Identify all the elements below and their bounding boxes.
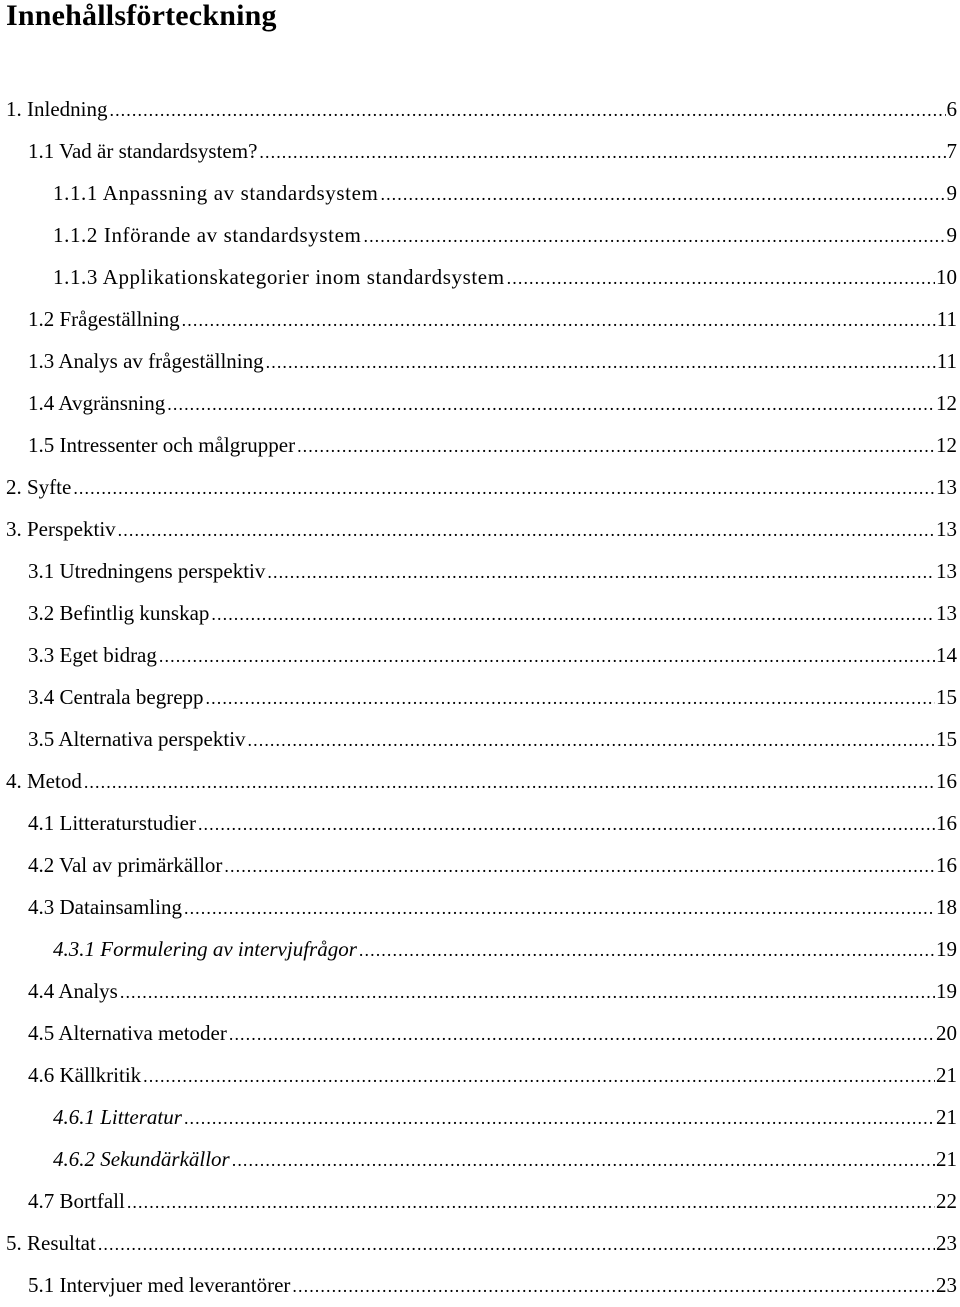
toc-dot-leader bbox=[259, 131, 945, 173]
toc-entry[interactable] bbox=[0, 88, 960, 130]
toc-dot-leader bbox=[184, 1097, 935, 1139]
toc-entry-label: 1.4 Avgränsning bbox=[28, 391, 166, 415]
toc-page-number: 14 bbox=[936, 643, 957, 667]
toc-entry[interactable] bbox=[0, 592, 960, 634]
toc-dot-leader bbox=[184, 887, 935, 929]
toc-entry[interactable] bbox=[0, 886, 960, 928]
toc-entry-label: 4.4 Analys bbox=[28, 979, 118, 1003]
toc-dot-leader bbox=[182, 299, 936, 341]
toc-dot-leader bbox=[507, 257, 935, 299]
toc-page-number: 21 bbox=[936, 1063, 957, 1087]
toc-page-number: 13 bbox=[936, 559, 957, 583]
toc-page-number: 11 bbox=[936, 349, 957, 373]
toc-dot-leader bbox=[118, 509, 935, 551]
toc-dot-leader bbox=[359, 929, 935, 971]
toc-entry[interactable] bbox=[0, 802, 960, 844]
toc-dot-leader bbox=[167, 383, 935, 425]
toc-entry[interactable] bbox=[0, 1012, 960, 1054]
toc-entry[interactable] bbox=[0, 1180, 960, 1222]
toc-page-number: 9 bbox=[946, 181, 957, 205]
toc-entry[interactable] bbox=[0, 970, 960, 1012]
toc-entry-label: 2. Syfte bbox=[6, 475, 72, 499]
toc-entry[interactable] bbox=[0, 550, 960, 592]
toc-entry-label: 1.1.1 Anpassning av standardsystem bbox=[53, 181, 379, 205]
toc-dot-leader bbox=[159, 635, 935, 677]
toc-title: Innehållsförteckning bbox=[6, 0, 277, 32]
toc-page-number: 19 bbox=[936, 979, 957, 1003]
toc-entry[interactable] bbox=[0, 634, 960, 676]
toc-entry-label: 3.1 Utredningens perspektiv bbox=[28, 559, 266, 583]
toc-dot-leader bbox=[109, 89, 945, 131]
toc-entry[interactable] bbox=[0, 130, 960, 172]
toc-dot-leader bbox=[229, 1013, 935, 1055]
toc-dot-leader bbox=[120, 971, 935, 1013]
toc-entry-label: 3.4 Centrala begrepp bbox=[28, 685, 204, 709]
toc-dot-leader bbox=[266, 341, 936, 383]
toc-page-number: 19 bbox=[936, 937, 957, 961]
toc-entry-label: 1.1 Vad är standardsystem? bbox=[28, 139, 258, 163]
toc-entry-label: 1. Inledning bbox=[6, 97, 108, 121]
toc-entry-label: 3.2 Befintlig kunskap bbox=[28, 601, 210, 625]
toc-entry[interactable] bbox=[0, 424, 960, 466]
toc-page-number: 21 bbox=[936, 1105, 957, 1129]
toc-page-number: 13 bbox=[936, 601, 957, 625]
toc-entry-label: 1.2 Frågeställning bbox=[28, 307, 180, 331]
toc-entry-label: 4.7 Bortfall bbox=[28, 1189, 125, 1213]
toc-entry[interactable] bbox=[0, 760, 960, 802]
toc-dot-leader bbox=[206, 677, 935, 719]
toc-dot-leader bbox=[297, 425, 935, 467]
toc-dot-leader bbox=[73, 467, 935, 509]
toc-entry-label: 1.1.2 Införande av standardsystem bbox=[53, 223, 362, 247]
toc-entry[interactable] bbox=[0, 382, 960, 424]
toc-entry[interactable] bbox=[0, 172, 960, 214]
toc-dot-leader bbox=[211, 593, 935, 635]
toc-page-number: 18 bbox=[936, 895, 957, 919]
toc-entry-label: 5. Resultat bbox=[6, 1231, 96, 1255]
toc-entry-label: 4. Metod bbox=[6, 769, 82, 793]
toc-entry[interactable] bbox=[0, 1222, 960, 1264]
toc-dot-leader bbox=[84, 761, 935, 803]
toc-entry[interactable] bbox=[0, 1138, 960, 1180]
toc-page-number: 15 bbox=[936, 685, 957, 709]
toc-page-number: 13 bbox=[936, 475, 957, 499]
toc-entry-label: 5.1 Intervjuer med leverantörer bbox=[28, 1273, 291, 1297]
toc-entry-label: 4.3 Datainsamling bbox=[28, 895, 182, 919]
toc-entry[interactable] bbox=[0, 1096, 960, 1138]
toc-dot-leader bbox=[224, 845, 935, 887]
toc-page-number: 12 bbox=[936, 391, 957, 415]
toc-page-number: 21 bbox=[936, 1147, 957, 1171]
toc-entry[interactable] bbox=[0, 466, 960, 508]
toc-entry-label: 4.6.2 Sekundärkällor bbox=[53, 1147, 230, 1171]
toc-dot-leader bbox=[143, 1055, 935, 1097]
toc-page-number: 15 bbox=[936, 727, 957, 751]
toc-entry[interactable] bbox=[0, 340, 960, 382]
toc-page-number: 7 bbox=[946, 139, 957, 163]
toc-dot-leader bbox=[380, 173, 945, 215]
toc-entry-label: 3.5 Alternativa perspektiv bbox=[28, 727, 246, 751]
toc-entry-label: 4.3.1 Formulering av intervjufrågor bbox=[53, 937, 357, 961]
toc-dot-leader bbox=[98, 1223, 935, 1265]
toc-page-number: 10 bbox=[936, 265, 957, 289]
toc-entry-label: 1.5 Intressenter och målgrupper bbox=[28, 433, 296, 457]
toc-page-number: 23 bbox=[936, 1231, 957, 1255]
toc-entry-label: 1.1.3 Applikationskategorier inom standardsystem bbox=[53, 265, 505, 289]
toc-dot-leader bbox=[232, 1139, 935, 1181]
toc-entry-label: 3. Perspektiv bbox=[6, 517, 116, 541]
toc-entry[interactable] bbox=[0, 844, 960, 886]
toc-dot-leader bbox=[292, 1265, 935, 1307]
toc-entry-label: 4.6 Källkritik bbox=[28, 1063, 142, 1087]
toc-entry[interactable] bbox=[0, 508, 960, 550]
toc-entry-label: 4.2 Val av primärkällor bbox=[28, 853, 223, 877]
toc-page-number: 13 bbox=[936, 517, 957, 541]
toc-dot-leader bbox=[127, 1181, 935, 1223]
toc-page-number: 22 bbox=[936, 1189, 957, 1213]
toc-page-number: 12 bbox=[936, 433, 957, 457]
toc-entry[interactable] bbox=[0, 718, 960, 760]
toc-entry-label: 3.3 Eget bidrag bbox=[28, 643, 157, 667]
toc-dot-leader bbox=[198, 803, 935, 845]
toc-page-number: 6 bbox=[946, 97, 957, 121]
toc-entry-label: 1.3 Analys av frågeställning bbox=[28, 349, 264, 373]
toc-page-number: 20 bbox=[936, 1021, 957, 1045]
toc-page-number: 9 bbox=[946, 223, 957, 247]
toc-entry-label: 4.6.1 Litteratur bbox=[53, 1105, 182, 1129]
toc-entry[interactable] bbox=[0, 928, 960, 970]
toc-page-number: 16 bbox=[936, 853, 957, 877]
toc-list bbox=[0, 88, 960, 1306]
toc-entry[interactable] bbox=[0, 676, 960, 718]
toc-page-number: 16 bbox=[936, 769, 957, 793]
toc-dot-leader bbox=[267, 551, 935, 593]
toc-entry[interactable] bbox=[0, 298, 960, 340]
toc-page-number: 11 bbox=[936, 307, 957, 331]
toc-page-number: 23 bbox=[936, 1273, 957, 1297]
toc-dot-leader bbox=[363, 215, 945, 257]
toc-page-number: 16 bbox=[936, 811, 957, 835]
toc-entry-label: 4.1 Litteraturstudier bbox=[28, 811, 196, 835]
toc-entry[interactable] bbox=[0, 256, 960, 298]
toc-entry[interactable] bbox=[0, 1054, 960, 1096]
toc-entry[interactable] bbox=[0, 214, 960, 256]
toc-entry-label: 4.5 Alternativa metoder bbox=[28, 1021, 227, 1045]
toc-dot-leader bbox=[248, 719, 935, 761]
